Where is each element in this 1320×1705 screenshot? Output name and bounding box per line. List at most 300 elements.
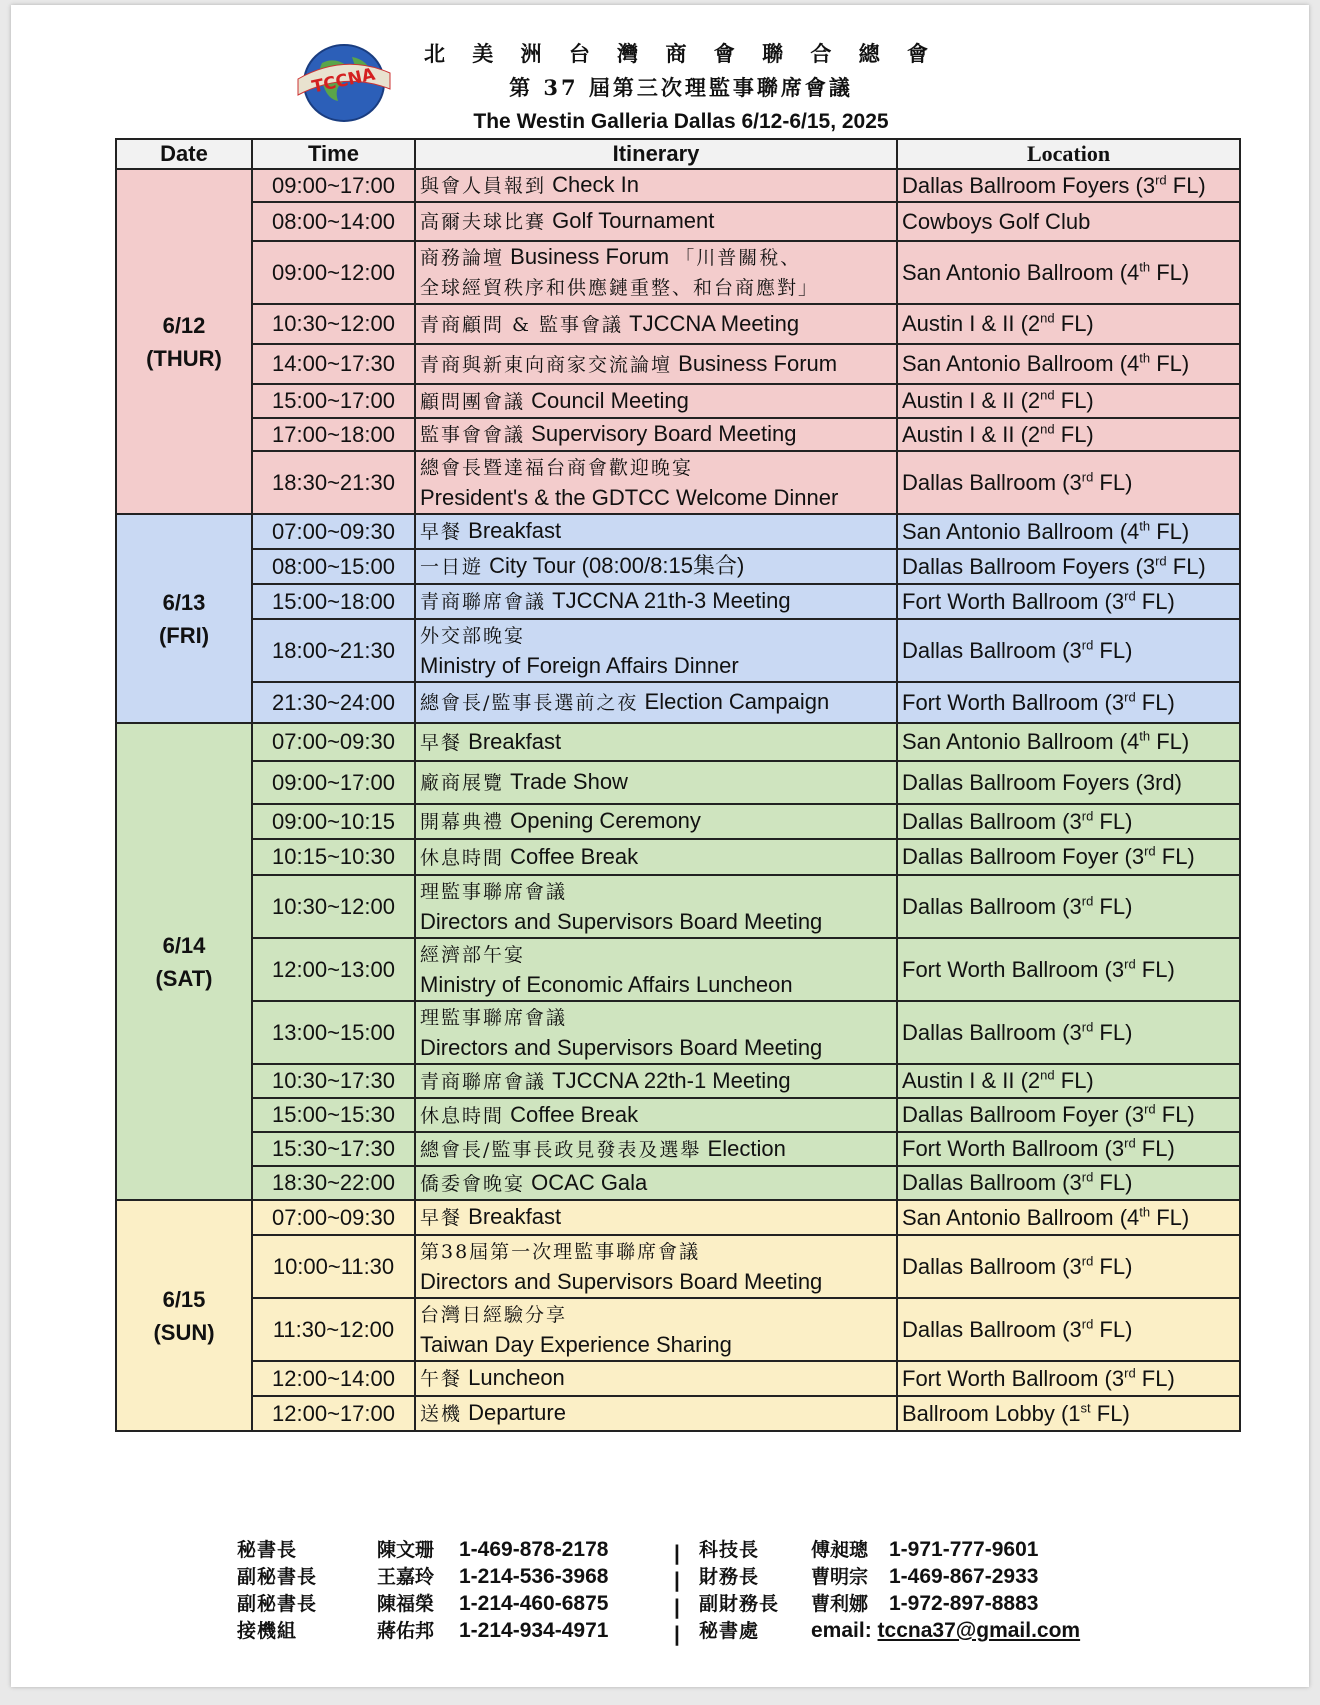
time-cell: 12:00~13:00: [252, 938, 415, 1001]
itinerary-zh: 總會長/監事長選前之夜: [420, 692, 639, 714]
itinerary-cell: [415, 938, 897, 1001]
location-cell: [897, 875, 1240, 938]
itinerary-line2: Directors and Supervisors Board Meeting: [420, 909, 823, 934]
itinerary-line2: President's & the GDTCC Welcome Dinner: [420, 485, 839, 510]
location-cell: [897, 1132, 1240, 1166]
itinerary-cell: [415, 1001, 897, 1064]
location-suffix: FL): [1150, 729, 1190, 754]
table-row: [116, 875, 1240, 938]
contact-row: [237, 1563, 608, 1590]
location-cell: [897, 241, 1240, 304]
location-text: Dallas Ballroom (3: [902, 808, 1082, 834]
itinerary-cell: [415, 1298, 897, 1361]
itinerary-zh: 開幕典禮: [420, 811, 505, 833]
location-text: San Antonio Ballroom (4: [902, 351, 1140, 376]
contact-row: [237, 1536, 608, 1563]
floor-ordinal: nd: [1040, 1067, 1055, 1083]
itinerary-cell: [415, 1166, 897, 1200]
location-suffix: FL): [1093, 637, 1133, 663]
floor-ordinal: nd: [1040, 387, 1055, 403]
contact-name: 陳文珊: [377, 1539, 435, 1561]
location-cell: [897, 619, 1240, 682]
location-cell: [897, 549, 1240, 584]
time-cell: 09:00~17:00: [252, 169, 415, 202]
floor-ordinal: rd: [1081, 893, 1094, 909]
itinerary-zh: 監事會會議: [420, 424, 526, 446]
floor-ordinal: rd: [1124, 689, 1136, 705]
location-text: Ballroom Lobby (1: [902, 1400, 1081, 1426]
location-cell: [897, 1166, 1240, 1200]
column-header-location: Location: [897, 139, 1240, 169]
contact-row: [699, 1617, 1080, 1644]
itinerary-zh: 青商聯席會議: [420, 1070, 547, 1093]
time-cell: 12:00~14:00: [252, 1361, 415, 1396]
table-row: [116, 1200, 1240, 1235]
floor-ordinal: rd: [1124, 1135, 1136, 1151]
itinerary-en: Supervisory Board Meeting: [531, 421, 797, 446]
date-cell: [116, 514, 252, 723]
table-row: [116, 549, 1240, 584]
floor-ordinal: rd: [1081, 637, 1094, 653]
contact-title: 副秘書長: [237, 1593, 318, 1615]
location-text: Dallas Ballroom (3: [902, 637, 1082, 663]
weekday-label: (FRI): [158, 622, 210, 648]
time-cell: 09:00~12:00: [252, 241, 415, 304]
time-cell: 09:00~17:00: [252, 761, 415, 804]
location-cell: [897, 682, 1240, 723]
location-text: Austin I & II (2: [902, 1068, 1041, 1093]
itinerary-zh: 總會長暨達福台商會歡迎晚宴: [420, 457, 694, 479]
location-text: Fort Worth Ballroom (3: [902, 1365, 1125, 1391]
itinerary-en: Opening Ceremony: [510, 808, 701, 833]
itinerary-zh: 午餐: [420, 1368, 463, 1390]
time-cell: 08:00~14:00: [252, 202, 415, 241]
location-text: Austin I & II (2: [902, 311, 1041, 336]
itinerary-zh: 與會人員報到: [420, 175, 547, 197]
time-cell: 07:00~09:30: [252, 514, 415, 549]
itinerary-cell: [415, 514, 897, 549]
table-row: [116, 938, 1240, 1001]
itinerary-cell: [415, 723, 897, 761]
location-suffix: FL): [1150, 1204, 1190, 1230]
contact-name: 曹明宗: [811, 1566, 869, 1588]
itinerary-en: Coffee Break: [510, 843, 639, 869]
contact-name: 曹利娜: [811, 1593, 869, 1615]
itinerary-zh: 青商顧問 & 監事會議: [420, 313, 623, 336]
itinerary-zh: 總會長/監事長政見發表及選舉: [420, 1138, 702, 1161]
floor-ordinal: rd: [1144, 1101, 1156, 1117]
itinerary-zh: 第38屆第一次理監事聯席會議: [420, 1241, 701, 1263]
itinerary-en: Election Campaign: [644, 689, 830, 714]
itinerary-zh: 休息時間: [420, 846, 505, 869]
itinerary-table: [115, 138, 1241, 1432]
location-text: Fort Worth Ballroom (3: [902, 1136, 1125, 1161]
itinerary-cell: [415, 584, 897, 619]
floor-ordinal: rd: [1144, 843, 1156, 859]
table-row: [116, 202, 1240, 241]
table-row: [116, 1132, 1240, 1166]
itinerary-line2: Ministry of Economic Affairs Luncheon: [420, 972, 793, 997]
itinerary-cell: [415, 418, 897, 451]
contact-name: 陳福榮: [377, 1593, 435, 1615]
contact-title: 秘書處: [699, 1620, 760, 1642]
itinerary-line2: 全球經貿秩序和供應鏈重整、和台商應對」: [420, 277, 820, 299]
itinerary-line2: Directors and Supervisors Board Meeting: [420, 1035, 823, 1060]
location-cell: [897, 1064, 1240, 1098]
contacts-left: [237, 1536, 608, 1644]
time-cell: 12:00~17:00: [252, 1396, 415, 1431]
floor-ordinal: th: [1139, 350, 1151, 366]
meeting-title: 第 37 屆第三次理監事聯席會議: [509, 75, 853, 100]
itinerary-line2: Taiwan Day Experience Sharing: [420, 1332, 732, 1357]
itinerary-zh: 經濟部午宴: [420, 944, 526, 966]
date-label: 6/13: [162, 589, 206, 615]
floor-ordinal: rd: [1155, 172, 1167, 188]
itinerary-cell: [415, 384, 897, 418]
location-suffix: FL): [1054, 421, 1094, 447]
location-suffix: FL): [1054, 1068, 1094, 1093]
table-row: [116, 761, 1240, 804]
table-row: [116, 344, 1240, 384]
location-suffix: FL): [1166, 553, 1206, 579]
column-header-itinerary: Itinerary: [415, 139, 897, 169]
contact-phone: 1-469-867-2933: [889, 1565, 1039, 1588]
itinerary-en: TJCCNA 22th-1 Meeting: [552, 1067, 791, 1093]
itinerary-zh: 一日遊: [420, 556, 484, 578]
itinerary-en: Council Meeting: [531, 387, 689, 413]
itinerary-line2: Ministry of Foreign Affairs Dinner: [420, 653, 739, 678]
location-cell: [897, 1235, 1240, 1298]
email-link[interactable]: tccna37@gmail.com: [877, 1619, 1081, 1642]
contact-row: [699, 1590, 1080, 1617]
contacts-divider: | | | |: [674, 1542, 680, 1646]
floor-ordinal: th: [1139, 259, 1151, 275]
itinerary-cell: [415, 1098, 897, 1132]
time-cell: 18:30~22:00: [252, 1166, 415, 1200]
itinerary-zh: 青商與新東向商家交流論壇: [420, 353, 673, 376]
location-cell: [897, 1098, 1240, 1132]
itinerary-body: [116, 169, 1240, 1431]
location-cell: [897, 723, 1240, 761]
itinerary-cell: [415, 304, 897, 344]
itinerary-en: Golf Tournament: [552, 208, 715, 233]
location-suffix: FL): [1135, 1136, 1175, 1161]
table-row: [116, 1298, 1240, 1361]
location-cell: [897, 584, 1240, 619]
contact-name: 王嘉玲: [377, 1566, 435, 1588]
location-suffix: FL): [1093, 893, 1133, 919]
contact-phone: 1-469-878-2178: [459, 1538, 609, 1561]
floor-ordinal: th: [1139, 728, 1151, 744]
location-cell: [897, 344, 1240, 384]
itinerary-en: Coffee Break: [510, 1101, 639, 1127]
weekday-label: (SUN): [153, 1319, 215, 1345]
location-suffix: FL): [1093, 1170, 1133, 1195]
table-row: [116, 1396, 1240, 1431]
itinerary-en: Business Forum: [510, 244, 670, 269]
date-cell: [116, 723, 252, 1200]
itinerary-en: City Tour (08:00/8:15集合): [489, 553, 745, 578]
date-label: 6/15: [162, 1286, 206, 1312]
itinerary-zh: 休息時間: [420, 1104, 505, 1127]
table-row: [116, 1098, 1240, 1132]
contact-title: 副財務長: [699, 1593, 780, 1615]
contact-phone: 1-214-460-6875: [459, 1592, 609, 1615]
contact-title: 接機組: [237, 1620, 298, 1642]
table-row: [116, 839, 1240, 875]
floor-ordinal: rd: [1081, 1253, 1094, 1269]
floor-ordinal: rd: [1124, 1365, 1136, 1381]
time-cell: 10:15~10:30: [252, 839, 415, 875]
org-title: 北 美 洲 台 灣 商 會 聯 合 總 會: [423, 41, 939, 66]
itinerary-cell: [415, 241, 897, 304]
itinerary-cell: [415, 619, 897, 682]
itinerary-cell: [415, 804, 897, 839]
location-text: San Antonio Ballroom (4: [902, 518, 1140, 544]
document-page: [11, 5, 1309, 1687]
location-text: San Antonio Ballroom (4: [902, 259, 1140, 285]
itinerary-zh-extra: 「川普關稅、: [675, 247, 802, 269]
floor-ordinal: nd: [1040, 421, 1055, 437]
itinerary-zh: 廠商展覽: [420, 772, 505, 794]
location-suffix: FL): [1135, 956, 1175, 982]
time-cell: 09:00~10:15: [252, 804, 415, 839]
time-cell: 10:30~12:00: [252, 875, 415, 938]
location-text: San Antonio Ballroom (4: [902, 729, 1140, 754]
itinerary-cell: [415, 1132, 897, 1166]
location-cell: [897, 839, 1240, 875]
table-row: [116, 1361, 1240, 1396]
location-text: Fort Worth Ballroom (3: [902, 588, 1125, 614]
location-cell: [897, 202, 1240, 241]
time-cell: 14:00~17:30: [252, 344, 415, 384]
time-cell: 15:00~17:00: [252, 384, 415, 418]
location-cell: [897, 938, 1240, 1001]
table-row: [116, 169, 1240, 202]
itinerary-cell: [415, 549, 897, 584]
itinerary-en: Election: [707, 1135, 786, 1161]
itinerary-en: OCAC Gala: [531, 1169, 648, 1195]
itinerary-zh: 青商聯席會議: [420, 591, 547, 613]
location-cell: [897, 1361, 1240, 1396]
floor-ordinal: rd: [1081, 1316, 1094, 1332]
contact-phone: 1-214-934-4971: [459, 1619, 609, 1642]
time-cell: 07:00~09:30: [252, 723, 415, 761]
weekday-label: (THUR): [146, 345, 222, 371]
itinerary-zh: 早餐: [420, 731, 463, 754]
location-text: Dallas Ballroom (3: [902, 893, 1082, 919]
contacts-right: [699, 1536, 1080, 1644]
itinerary-en: Luncheon: [468, 1365, 565, 1390]
itinerary-en: Breakfast: [468, 518, 562, 543]
time-cell: 15:00~15:30: [252, 1098, 415, 1132]
contact-title: 副秘書長: [237, 1566, 318, 1588]
location-text: Fort Worth Ballroom (3: [902, 689, 1125, 715]
itinerary-cell: [415, 1200, 897, 1235]
email-label: email:: [811, 1619, 872, 1642]
time-cell: 13:00~15:00: [252, 1001, 415, 1064]
table-row: [116, 682, 1240, 723]
location-text: Dallas Ballroom Foyer (3: [902, 844, 1145, 869]
contact-title: 財務長: [699, 1566, 760, 1588]
time-cell: 10:30~17:30: [252, 1064, 415, 1098]
date-label: 6/12: [162, 312, 206, 338]
itinerary-zh: 僑委會晚宴: [420, 1172, 526, 1195]
table-row: [116, 418, 1240, 451]
itinerary-zh: 商務論壇: [420, 247, 505, 269]
contact-title: 科技長: [699, 1539, 760, 1561]
floor-ordinal: rd: [1155, 553, 1167, 569]
itinerary-zh: 台灣日經驗分享: [420, 1304, 568, 1326]
location-cell: [897, 514, 1240, 549]
location-suffix: FL): [1093, 469, 1133, 495]
itinerary-en: Trade Show: [510, 769, 628, 794]
itinerary-zh: 早餐: [420, 1207, 463, 1229]
itinerary-zh: 理監事聯席會議: [420, 881, 568, 903]
location-text: San Antonio Ballroom (4: [902, 1204, 1140, 1230]
itinerary-cell: [415, 344, 897, 384]
table-row: [116, 241, 1240, 304]
weekday-label: (SAT): [155, 965, 213, 991]
time-cell: 15:30~17:30: [252, 1132, 415, 1166]
location-suffix: FL): [1166, 172, 1206, 198]
floor-ordinal: rd: [1081, 1019, 1094, 1035]
itinerary-cell: [415, 451, 897, 514]
location-text: Austin I & II (2: [902, 421, 1041, 447]
itinerary-zh: 送機: [420, 1403, 463, 1425]
location-cell: [897, 804, 1240, 839]
table-row: [116, 451, 1240, 514]
location-text: Fort Worth Ballroom (3: [902, 956, 1125, 982]
location-text: Cowboys Golf Club: [902, 208, 1091, 234]
table-row: [116, 1001, 1240, 1064]
time-cell: 21:30~24:00: [252, 682, 415, 723]
itinerary-en: Breakfast: [468, 728, 562, 754]
floor-ordinal: rd: [1081, 808, 1094, 824]
floor-ordinal: rd: [1124, 588, 1136, 604]
contact-name: 傅昶璁: [811, 1539, 869, 1561]
location-text: Dallas Ballroom Foyers (3: [902, 553, 1156, 579]
table-row: [116, 1064, 1240, 1098]
itinerary-en: TJCCNA 21th-3 Meeting: [552, 588, 791, 613]
contact-row: [699, 1536, 1080, 1563]
itinerary-cell: [415, 682, 897, 723]
location-cell: [897, 1396, 1240, 1431]
location-text: Dallas Ballroom Foyer (3: [902, 1102, 1145, 1127]
location-cell: [897, 761, 1240, 804]
table-header-row: [116, 139, 1240, 169]
date-cell: [116, 1200, 252, 1431]
time-cell: 18:00~21:30: [252, 619, 415, 682]
itinerary-cell: [415, 1235, 897, 1298]
itinerary-zh: 早餐: [420, 521, 463, 543]
itinerary-cell: [415, 1361, 897, 1396]
location-cell: [897, 1001, 1240, 1064]
location-text: Austin I & II (2: [902, 388, 1041, 413]
floor-ordinal: nd: [1040, 310, 1055, 326]
table-row: [116, 584, 1240, 619]
itinerary-en: TJCCNA Meeting: [629, 310, 800, 336]
location-cell: [897, 1200, 1240, 1235]
table-row: [116, 304, 1240, 344]
location-suffix: FL): [1093, 1253, 1133, 1279]
itinerary-cell: [415, 202, 897, 241]
floor-ordinal: rd: [1124, 956, 1136, 972]
time-cell: 18:30~21:30: [252, 451, 415, 514]
location-suffix: FL): [1135, 1365, 1175, 1391]
floor-ordinal: rd: [1081, 1169, 1094, 1185]
itinerary-zh: 外交部晚宴: [420, 625, 526, 647]
location-suffix: FL): [1155, 1102, 1195, 1127]
location-suffix: FL): [1054, 311, 1094, 336]
itinerary-en: Departure: [468, 1400, 566, 1425]
table-row: [116, 384, 1240, 418]
svg-text:TCCNA: TCCNA: [310, 64, 377, 98]
location-cell: [897, 1298, 1240, 1361]
contact-name: 蔣佑邦: [377, 1620, 435, 1642]
location-suffix: FL): [1090, 1400, 1130, 1426]
itinerary-cell: [415, 875, 897, 938]
table-row: [116, 619, 1240, 682]
location-cell: [897, 169, 1240, 202]
location-text: Dallas Ballroom (3: [902, 1253, 1082, 1279]
location-suffix: FL): [1150, 351, 1190, 376]
location-cell: [897, 451, 1240, 514]
contact-row: [699, 1563, 1080, 1590]
floor-ordinal: th: [1139, 1204, 1151, 1220]
itinerary-cell: [415, 1396, 897, 1431]
floor-ordinal: st: [1080, 1400, 1091, 1416]
time-cell: 10:00~11:30: [252, 1235, 415, 1298]
floor-ordinal: rd: [1081, 469, 1094, 485]
location-text: Dallas Ballroom (3: [902, 1170, 1082, 1195]
time-cell: 08:00~15:00: [252, 549, 415, 584]
itinerary-zh: 理監事聯席會議: [420, 1007, 568, 1029]
location-suffix: FL): [1093, 808, 1133, 834]
itinerary-zh: 高爾夫球比賽: [420, 211, 547, 233]
venue-dates: The Westin Galleria Dallas 6/12-6/15, 2025: [473, 110, 889, 133]
location-text: Dallas Ballroom Foyers (3rd): [902, 769, 1182, 795]
date-cell: [116, 169, 252, 514]
location-suffix: FL): [1093, 1019, 1133, 1045]
itinerary-line2: Directors and Supervisors Board Meeting: [420, 1269, 823, 1294]
itinerary-cell: [415, 839, 897, 875]
location-cell: [897, 304, 1240, 344]
location-text: Dallas Ballroom (3: [902, 1316, 1082, 1342]
table-row: [116, 804, 1240, 839]
itinerary-cell: [415, 169, 897, 202]
location-suffix: FL): [1155, 844, 1195, 869]
location-text: Dallas Ballroom (3: [902, 469, 1082, 495]
floor-ordinal: th: [1139, 518, 1151, 534]
contact-phone: 1-214-536-3968: [459, 1565, 609, 1588]
location-suffix: FL): [1135, 588, 1175, 614]
location-suffix: FL): [1150, 259, 1190, 285]
date-label: 6/14: [162, 932, 206, 958]
location-suffix: FL): [1135, 689, 1175, 715]
contact-row: [237, 1617, 608, 1644]
time-cell: 07:00~09:30: [252, 1200, 415, 1235]
contact-row: [237, 1590, 608, 1617]
itinerary-en: Breakfast: [468, 1204, 562, 1229]
time-cell: 10:30~12:00: [252, 304, 415, 344]
location-text: Dallas Ballroom Foyers (3: [902, 172, 1156, 198]
location-suffix: FL): [1093, 1316, 1133, 1342]
table-row: [116, 723, 1240, 761]
itinerary-en: Business Forum: [678, 350, 838, 376]
contact-title: 秘書長: [237, 1539, 298, 1561]
itinerary-zh: 顧問團會議: [420, 390, 526, 413]
